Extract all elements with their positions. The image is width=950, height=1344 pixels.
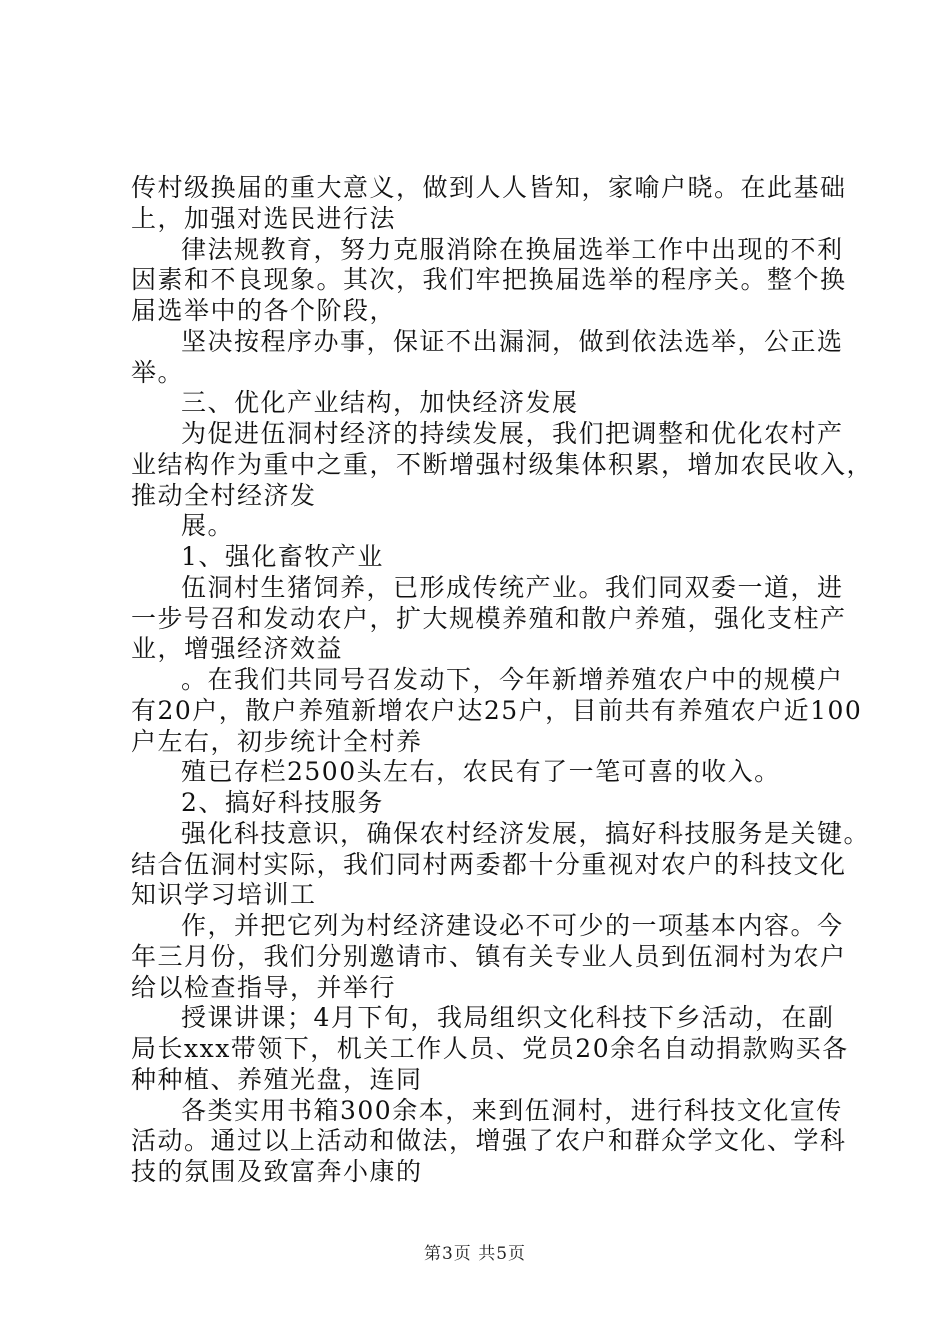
text-line: 伍洞村生猪饲养，已形成传统产业。我们同双委一道，进 — [181, 573, 844, 602]
text-line: 业，增强经济效益 — [131, 634, 344, 663]
section-heading: 三、优化产业结构，加快经济发展 — [181, 388, 579, 417]
text-line: 殖已存栏2500头左右，农民有了一笔可喜的收入。 — [181, 757, 781, 786]
text-line: 推动全村经济发 — [131, 481, 317, 510]
text-line: 种种植、养殖光盘，连同 — [131, 1065, 423, 1094]
text-line: 有20户，散户养殖新增农户达25户，目前共有养殖农户近100 — [131, 696, 863, 725]
text-line: 作，并把它列为村经济建设必不可少的一项基本内容。今 — [181, 911, 844, 940]
text-line: 传村级换届的重大意义，做到人人皆知，家喻户晓。在此基础 — [131, 173, 847, 202]
text-line: 一步号召和发动农户，扩大规模养殖和散户养殖，强化支柱产 — [131, 604, 847, 633]
text-line: 为促进伍洞村经济的持续发展，我们把调整和优化农村产 — [181, 419, 844, 448]
text-line: 届选举中的各个阶段， — [131, 296, 397, 325]
text-line: 局长xxx带领下，机关工作人员、党员20余名自动捐款购买各 — [131, 1034, 849, 1063]
page-number-footer: 第3页 共5页 — [423, 1244, 527, 1264]
text-line: 因素和不良现象。其次，我们牢把换届选举的程序关。整个换 — [131, 265, 847, 294]
text-line: 上，加强对选民进行法 — [131, 204, 397, 233]
text-line: 知识学习培训工 — [131, 880, 317, 909]
text-line: 授课讲课；4月下旬，我局组织文化科技下乡活动，在副 — [181, 1003, 835, 1032]
text-line: 活动。通过以上活动和做法，增强了农户和群众学文化、学科 — [131, 1126, 847, 1155]
text-line: 举。 — [131, 358, 185, 387]
text-line: 展。 — [181, 511, 235, 540]
text-line: 结合伍洞村实际，我们同村两委都十分重视对农户的科技文化 — [131, 850, 847, 879]
text-line: 强化科技意识，确保农村经济发展，搞好科技服务是关键。 — [181, 819, 871, 848]
text-line: 业结构作为重中之重，不断增强村级集体积累，增加农民收入， — [131, 450, 874, 479]
subsection-heading: 1、强化畜牧产业 — [181, 542, 384, 571]
text-line: 。在我们共同号召发动下，今年新增养殖农户中的规模户 — [181, 665, 844, 694]
text-line: 户左右，初步统计全村养 — [131, 727, 423, 756]
text-line: 各类实用书箱300余本，来到伍洞村，进行科技文化宣传 — [181, 1096, 843, 1125]
text-line: 技的氛围及致富奔小康的 — [131, 1157, 423, 1186]
subsection-heading: 2、搞好科技服务 — [181, 788, 384, 817]
text-line: 年三月份，我们分别邀请市、镇有关专业人员到伍洞村为农户 — [131, 942, 847, 971]
text-line: 律法规教育，努力克服消除在换届选举工作中出现的不利 — [181, 235, 844, 264]
text-line: 给以检查指导，并举行 — [131, 973, 397, 1002]
text-line: 坚决按程序办事，保证不出漏洞，做到依法选举，公正选 — [181, 327, 844, 356]
